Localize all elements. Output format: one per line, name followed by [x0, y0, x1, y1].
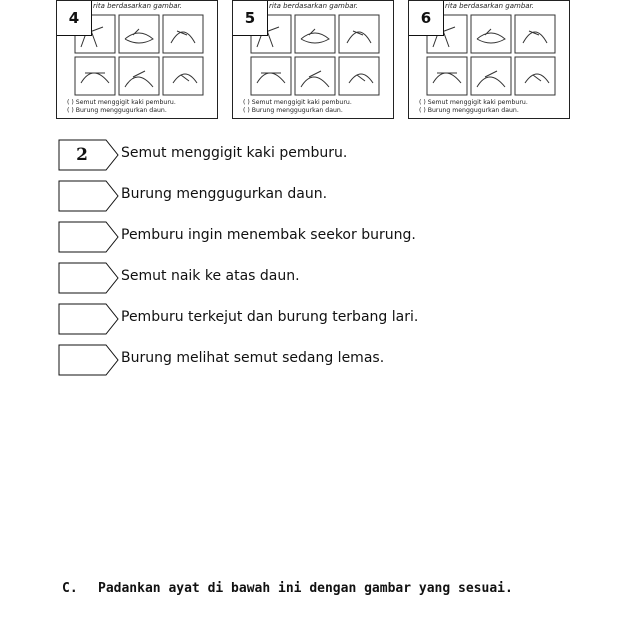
thumbnail-number: 6 [409, 1, 444, 36]
thumbnail-header: rita berdasarkan gambar. [93, 2, 183, 10]
thumbnail-option: ( ) Burung menggugurkan daun. [243, 107, 343, 114]
sequence-sentence: Burung menggugurkan daun. [121, 186, 328, 202]
sequence-answer-box[interactable] [58, 303, 106, 335]
sequence-answer-box[interactable] [58, 344, 106, 376]
worksheet-thumbnail-5[interactable] [232, 0, 394, 119]
thumbnail-number: 5 [233, 1, 268, 36]
thumbnail-option: ( ) Semut menggigit kaki pemburu. [67, 99, 176, 106]
sequence-answer-box[interactable] [58, 262, 106, 294]
sequence-answer-box[interactable]: 2 [76, 145, 88, 165]
worksheet-thumbnail-6[interactable] [408, 0, 570, 119]
thumbnail-option: ( ) Burung menggugurkan daun. [67, 107, 167, 114]
thumbnail-header: rita berdasarkan gambar. [269, 2, 359, 10]
sequence-sentence: Pemburu terkejut dan burung terbang lari. [121, 309, 419, 325]
sequence-sentence: Burung melihat semut sedang lemas. [121, 350, 385, 366]
thumbnail-option: ( ) Burung menggugurkan daun. [419, 107, 519, 114]
thumbnail-header: rita berdasarkan gambar. [445, 2, 535, 10]
sequence-sentence: Pemburu ingin menembak seekor burung. [121, 227, 416, 243]
thumbnail-number: 4 [57, 1, 92, 36]
section-instruction: Padankan ayat di bawah ini dengan gambar yang sesuai. [98, 581, 513, 596]
sequence-answer-box[interactable] [58, 221, 106, 253]
sequence-sentence: Semut menggigit kaki pemburu. [121, 145, 348, 161]
sequence-sentence: Semut naik ke atas daun. [121, 268, 300, 284]
section-letter: C. [62, 581, 78, 596]
worksheet-thumbnail-4[interactable] [56, 0, 218, 119]
section-c-heading [62, 581, 513, 596]
sequence-answer-box[interactable] [58, 180, 106, 212]
thumbnail-option: ( ) Semut menggigit kaki pemburu. [243, 99, 352, 106]
thumbnail-option: ( ) Semut menggigit kaki pemburu. [419, 99, 528, 106]
